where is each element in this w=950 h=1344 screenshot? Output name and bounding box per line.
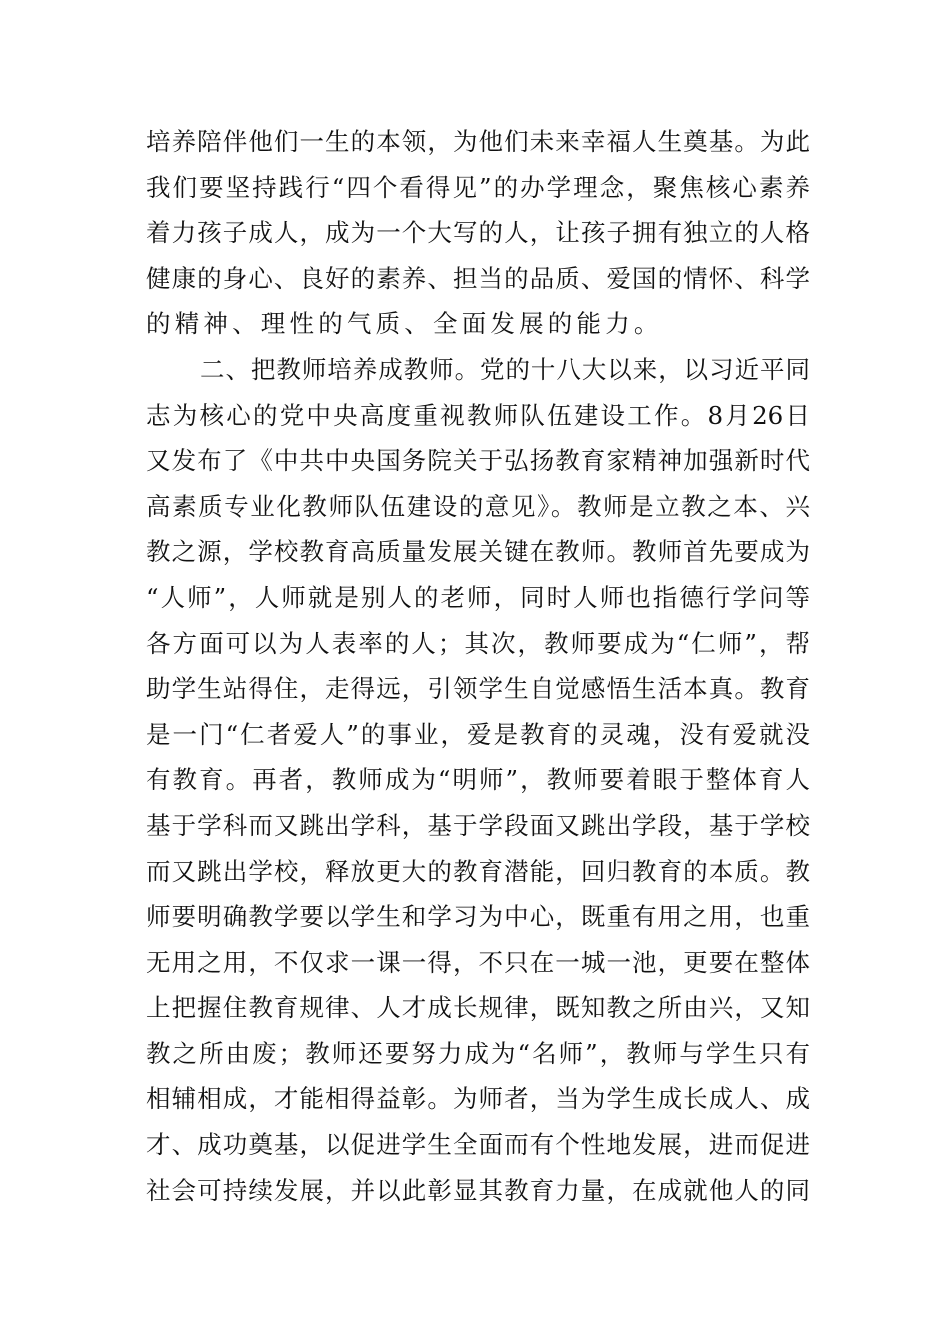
text-line: 我们要坚持践行“四个看得见”的办学理念，聚焦核心素养 — [146, 172, 810, 202]
text-line: 是一门“仁者爱人”的事业，爱是教育的灵魂，没有爱就没 — [146, 719, 810, 749]
text-line: 着力孩子成人，成为一个大写的人，让孩子拥有独立的人格 — [146, 218, 810, 248]
text-line: 二、把教师培养成教师。党的十八大以来，以习近平同 — [200, 354, 810, 384]
text-line: 教之源，学校教育高质量发展关键在教师。教师首先要成为 — [146, 537, 810, 567]
body-text — [146, 119, 810, 1213]
text-line: 而又跳出学校，释放更大的教育潜能，回归教育的本质。教 — [146, 856, 810, 886]
text-line: 才、成功奠基，以促进学生全面而有个性地发展，进而促进 — [146, 1130, 810, 1160]
text-line: 上把握住教育规律、人才成长规律，既知教之所由兴，又知 — [146, 993, 810, 1023]
text-line: 社会可持续发展，并以此彰显其教育力量，在成就他人的同 — [146, 1175, 810, 1205]
text-line: 又发布了《中共中央国务院关于弘扬教育家精神加强新时代 — [146, 446, 810, 476]
text-line: 的精神、理性的气质、全面发展的能力。 — [146, 309, 663, 339]
text-line: 师要明确教学要以学生和学习为中心，既重有用之用，也重 — [146, 902, 810, 932]
text-line: 高素质专业化教师队伍建设的意见》。教师是立教之本、兴 — [146, 491, 810, 521]
text-line: 相辅相成，才能相得益彰。为师者，当为学生成长成人、成 — [146, 1084, 810, 1114]
text-line: 有教育。再者，教师成为“明师”，教师要着眼于整体育人 — [146, 765, 810, 795]
text-line: 各方面可以为人表率的人；其次，教师要成为“仁师”，帮 — [146, 628, 810, 658]
text-line: 健康的身心、良好的素养、担当的品质、爱国的情怀、科学 — [146, 263, 810, 293]
text-line: “人师”，人师就是别人的老师，同时人师也指德行学问等 — [146, 582, 810, 612]
text-line: 培养陪伴他们一生的本领，为他们未来幸福人生奠基。为此 — [146, 127, 810, 156]
text-line: 教之所由废；教师还要努力成为“名师”，教师与学生只有 — [146, 1038, 810, 1068]
text-line: 志为核心的党中央高度重视教师队伍建设工作。8月26日 — [146, 400, 810, 430]
text-line: 助学生站得住，走得远，引领学生自觉感悟生活本真。教育 — [146, 674, 810, 704]
text-line: 无用之用，不仅求一课一得，不只在一城一池，更要在整体 — [146, 947, 810, 977]
text-line: 基于学科而又跳出学科，基于学段面又跳出学段，基于学校 — [146, 810, 810, 840]
